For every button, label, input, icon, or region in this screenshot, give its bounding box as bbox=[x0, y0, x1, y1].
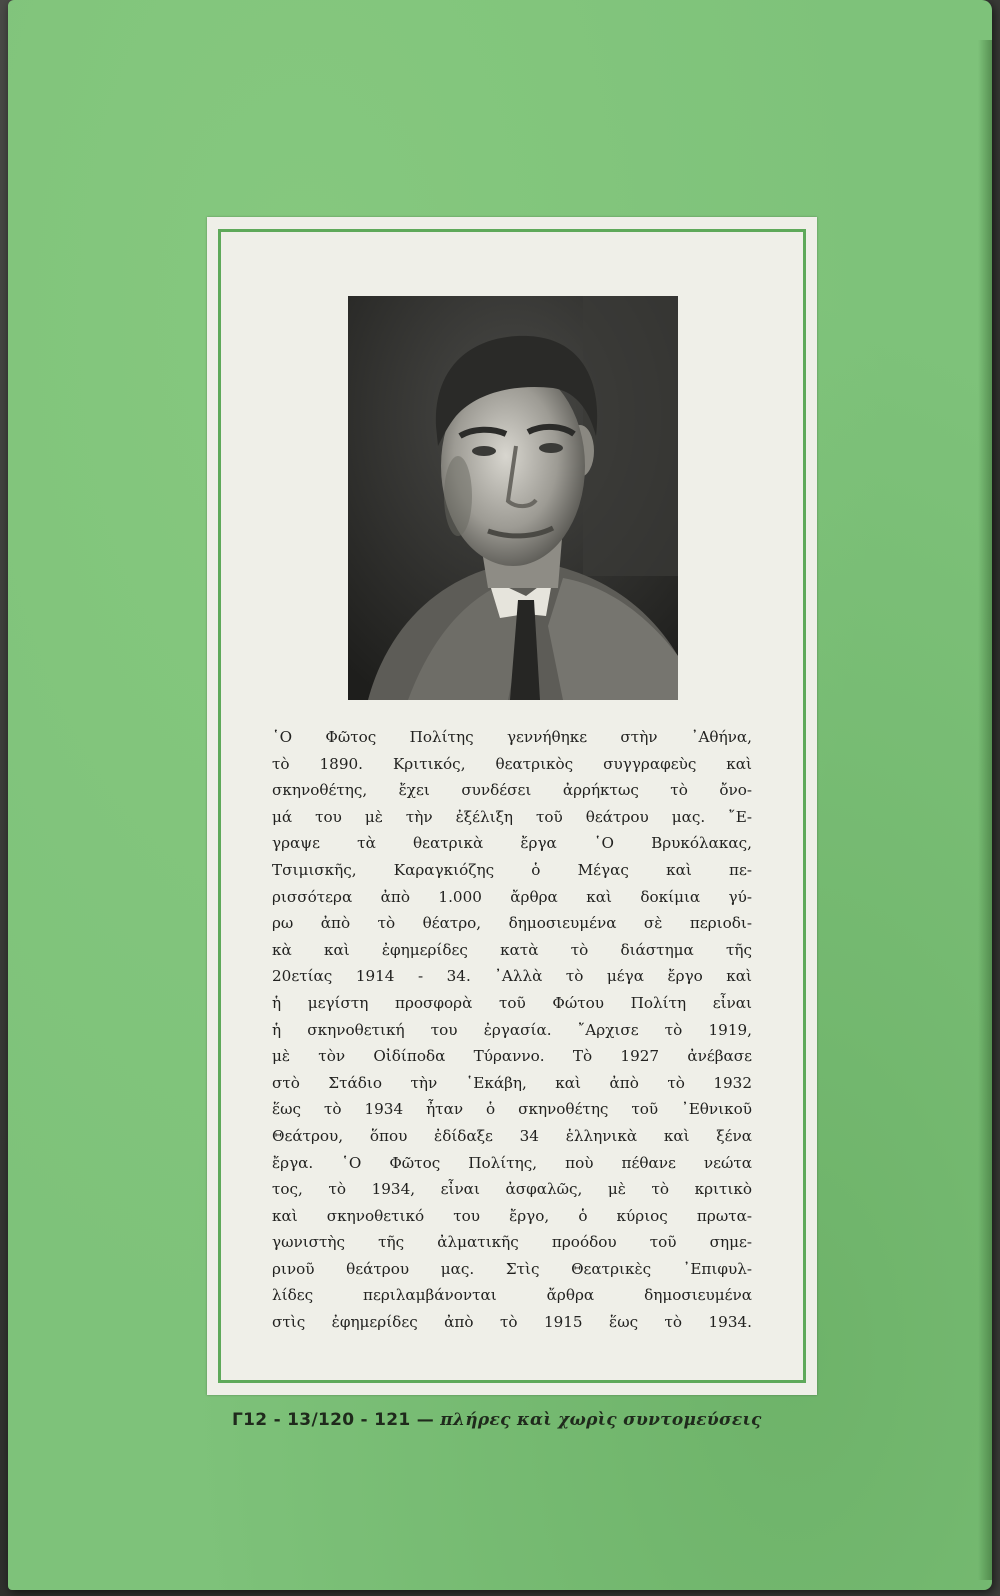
bio-line: ἡ σκηνοθετική του ἐργασία. ῎Αρχισε τὸ 1919, bbox=[272, 1020, 752, 1039]
bio-line: ρω ἀπὸ τὸ θέατρο, δημοσιευμένα σὲ περιοδι- bbox=[272, 914, 752, 933]
bio-line: ἕως τὸ 1934 ἦταν ὁ σκηνοθέτης τοῦ ᾿Εθνικοῦ bbox=[272, 1100, 752, 1119]
bio-line: τὸ 1890. Κριτικός, θεατρικὸς συγγραφεὺς καὶ bbox=[272, 754, 752, 773]
bio-line: ρισσότερα ἀπὸ 1.000 ἄρθρα καὶ δοκίμια γύ- bbox=[272, 887, 752, 906]
bio-line: Θεάτρου, ὅπου ἐδίδαξε 34 ἑλληνικὰ καὶ ξένα bbox=[272, 1126, 752, 1145]
bio-line: ἡ μεγίστη προσφορὰ τοῦ Φώτου Πολίτη εἶναι bbox=[272, 993, 752, 1012]
bio-line: Τσιμισκῆς, Καραγκιόζης ὁ Μέγας καὶ πε- bbox=[272, 860, 752, 879]
author-portrait-photo bbox=[348, 296, 678, 700]
series-dash: — bbox=[410, 1410, 441, 1430]
series-footer bbox=[232, 1410, 792, 1430]
bio-line: στὶς ἐφημερίδες ἀπὸ τὸ 1915 ἕως τὸ 1934. bbox=[272, 1313, 752, 1332]
bio-line: ἔργα. ῾Ο Φῶτος Πολίτης, ποὺ πέθανε νεώτα bbox=[272, 1153, 752, 1172]
bio-line: ρινοῦ θεάτρου μας. Στὶς Θεατρικὲς ᾿Επιφυλ- bbox=[272, 1259, 752, 1278]
series-description: πλήρες καὶ χωρὶς συντομεύσεις bbox=[440, 1410, 762, 1430]
bio-line: καὶ σκηνοθετικό του ἔργο, ὁ κύριος πρωτα- bbox=[272, 1206, 752, 1225]
author-biography bbox=[272, 724, 752, 1336]
bio-line: ῾Ο Φῶτος Πολίτης γεννήθηκε στὴν ᾿Αθήνα, bbox=[272, 728, 752, 746]
bio-line: γωνιστὴς τῆς ἀλματικῆς προόδου τοῦ σημε- bbox=[272, 1233, 752, 1252]
bio-line: γραψε τὰ θεατρικὰ ἔργα ῾Ο Βρυκόλακας, bbox=[272, 834, 752, 853]
bio-line: κὰ καὶ ἐφημερίδες κατὰ τὸ διάστημα τῆς bbox=[272, 940, 752, 959]
series-code: Γ12 - 13/120 - 121 bbox=[232, 1410, 411, 1430]
bio-line: σκηνοθέτης, ἔχει συνδέσει ἀρρήκτως τὸ ὄνο- bbox=[272, 781, 752, 800]
bio-line: στὸ Στάδιο τὴν ῾Εκάβη, καὶ ἀπὸ τὸ 1932 bbox=[272, 1073, 752, 1092]
cover-edge-shadow bbox=[978, 40, 992, 1580]
bio-line: τος, τὸ 1934, εἶναι ἀσφαλῶς, μὲ τὸ κριτικὸ bbox=[272, 1180, 752, 1199]
bio-line: μά του μὲ τὴν ἐξέλιξη τοῦ θεάτρου μας. ῎Ε- bbox=[272, 807, 752, 826]
bio-line: μὲ τὸν Οἰδίποδα Τύραννο. Τὸ 1927 ἀνέβασε bbox=[272, 1047, 752, 1066]
bio-line: λίδες περιλαμβάνονται ἄρθρα δημοσιευμένα bbox=[272, 1286, 752, 1305]
bio-line: 20ετίας 1914 - 34. ᾿Αλλὰ τὸ μέγα ἔργο καὶ bbox=[272, 967, 752, 986]
